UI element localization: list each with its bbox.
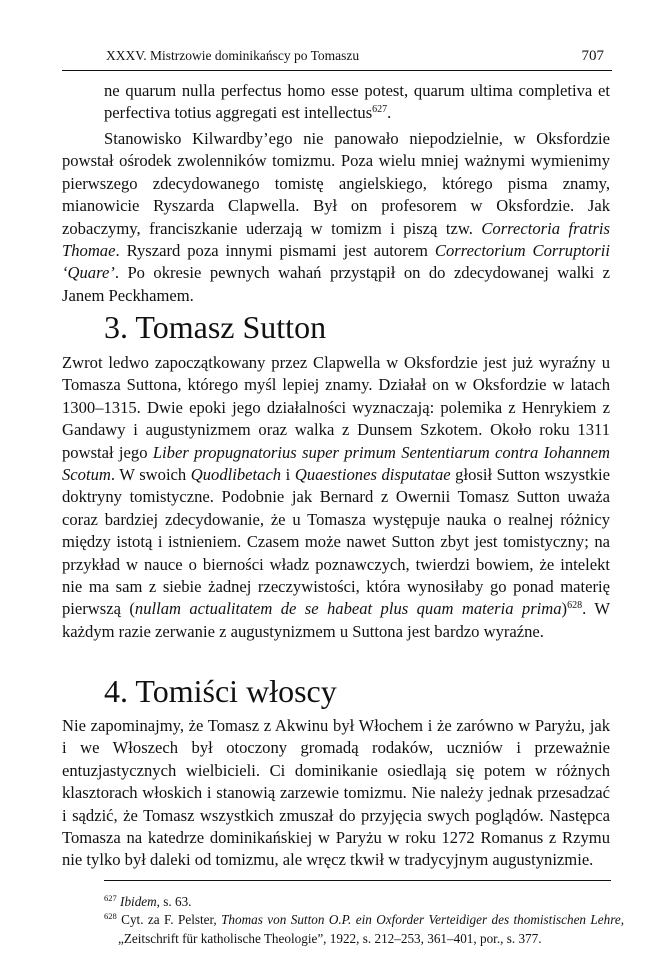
- section-heading-tomasz-sutton: 3. Tomasz Sutton: [104, 309, 327, 345]
- work-title: Liber propugnatorius super primum Sententiarum contra Iohannem Scotum: [62, 442, 610, 485]
- continued-paragraph: ne quarum nulla perfectus homo esse potest, quarum ultima completiva et perfectiva totius aggregati est intellectus$^{627}$.: [104, 81, 610, 123]
- work-title: Quodlibetach: [190, 465, 282, 485]
- footnote-628: $^{628}$ Cyt. za F. Pelster, Thomas von Sutton O.P. ein Oxforder Verteidiger des thomistischen Lehre, „Zeitschrift für katholische Theologie”, 1922, s. 212–253, 361–401, por., s. 377.: [104, 911, 624, 946]
- work-title: Quaestiones disputatae: [294, 465, 451, 485]
- footnote-rule: [104, 880, 611, 881]
- header-rule: [62, 70, 612, 71]
- paragraph-italian-thomists: Nie zapominajmy, że Tomasz z Akwinu był Włochem i że zarówno w Paryżu, jak i we Włoszech był otoczony gromadą rodaków, uczniów i przeważnie entuzjastycznych wielbicieli. Ci dominikanie osiedlają się potem w różnych klasztorach włoskich i stanowią zarzewie tomizmu. Nie należy jednak przesadzać i sądzić, że Tomasz wszystkich zmuszał do przyjęcia swych poglądów. Następca Tomasza na katedrze dominikańskiej w Paryżu w roku 1272 Romanus z Rzymu nie tylko był daleki od tomizmu, ale wręcz tkwił w tradycyjnym augustynizmie.: [62, 716, 610, 870]
- running-header: [62, 44, 612, 68]
- latin-quote: nullam actualitatem de se habeat plus quam materia prima: [134, 599, 562, 619]
- section-heading-tomisci-wloscy: 4. Tomiści włoscy: [104, 673, 337, 709]
- running-title: XXXV. Mistrzowie dominikańscy po Tomaszu: [106, 48, 360, 63]
- work-title: Correctoria fratris Thomae: [62, 218, 610, 261]
- footnote-627: $^{627}$ Ibidem, s. 63.: [104, 893, 192, 909]
- footnote-ref-628: 628: [567, 600, 583, 612]
- paragraph-kilwardby: Stanowisko Kilwardby’ego nie panowało niepodzielnie, w Oksfordzie powstał ośrodek zwolenników tomizmu. Poza wielu mniej ważnymi wymienimy pierwszego zdecydowanego tomistę angielskiego, którego pisma znamy, mianowicie Ryszarda Clapwella. Był on profesorem w Oksfordzie. Jak zobaczymy, franciszkanie uderzają w tomizm i piszą tzw. Correctoria fratris Thomae. Ryszard poza innymi pismami jest autorem Correctorium Corruptorii ‘Quare’. Po okresie pewnych wahań przystąpił on do zdecydowanej walki z Janem Peckhamem.: [62, 129, 610, 305]
- page-number: 707: [581, 48, 604, 64]
- work-title: Correctorium Corruptorii ‘Quare’: [62, 241, 610, 283]
- footnote-ref-627: 627: [372, 104, 388, 116]
- paragraph-sutton: Zwrot ledwo zapoczątkowany przez Clapwella w Oksfordzie jest już wyraźny u Tomasza Suttona, którego myśl lepiej znamy. Działał on w Oksfordzie w latach 1300–1315. Dwie epoki jego działalności wyznaczają: polemika z Henrykiem z Gandawy i augustynizmem oraz walka z Dunsem Szkotem. Około roku 1311 powstał jego Liber propugnatorius super primum Sententiarum contra Iohannem Scotum. W swoich Quodlibetach i Quaestiones disputatae głosił Sutton wszystkie doktryny tomistyczne. Podobnie jak Bernard z Owernii Tomasz Sutton uważa coraz bardziej zdecydowanie, że u Tomasza występuje nauka o realnej różnicy między istotą i istnieniem. Czasem może nawet Sutton zbyt jest tomistyczny; na przykład w nauce o bierności władz poznawczych, twierdzi bowiem, że intelekt nie ma sam z siebie żadnej rzeczywistości, która wynosiłaby go ponad materię pierwszą (nullam actualitatem de se habeat plus quam materia prima)$^{628}$. W każdym razie zerwanie z augustynizmem u Suttona jest bardzo wyraźne.: [62, 353, 610, 641]
